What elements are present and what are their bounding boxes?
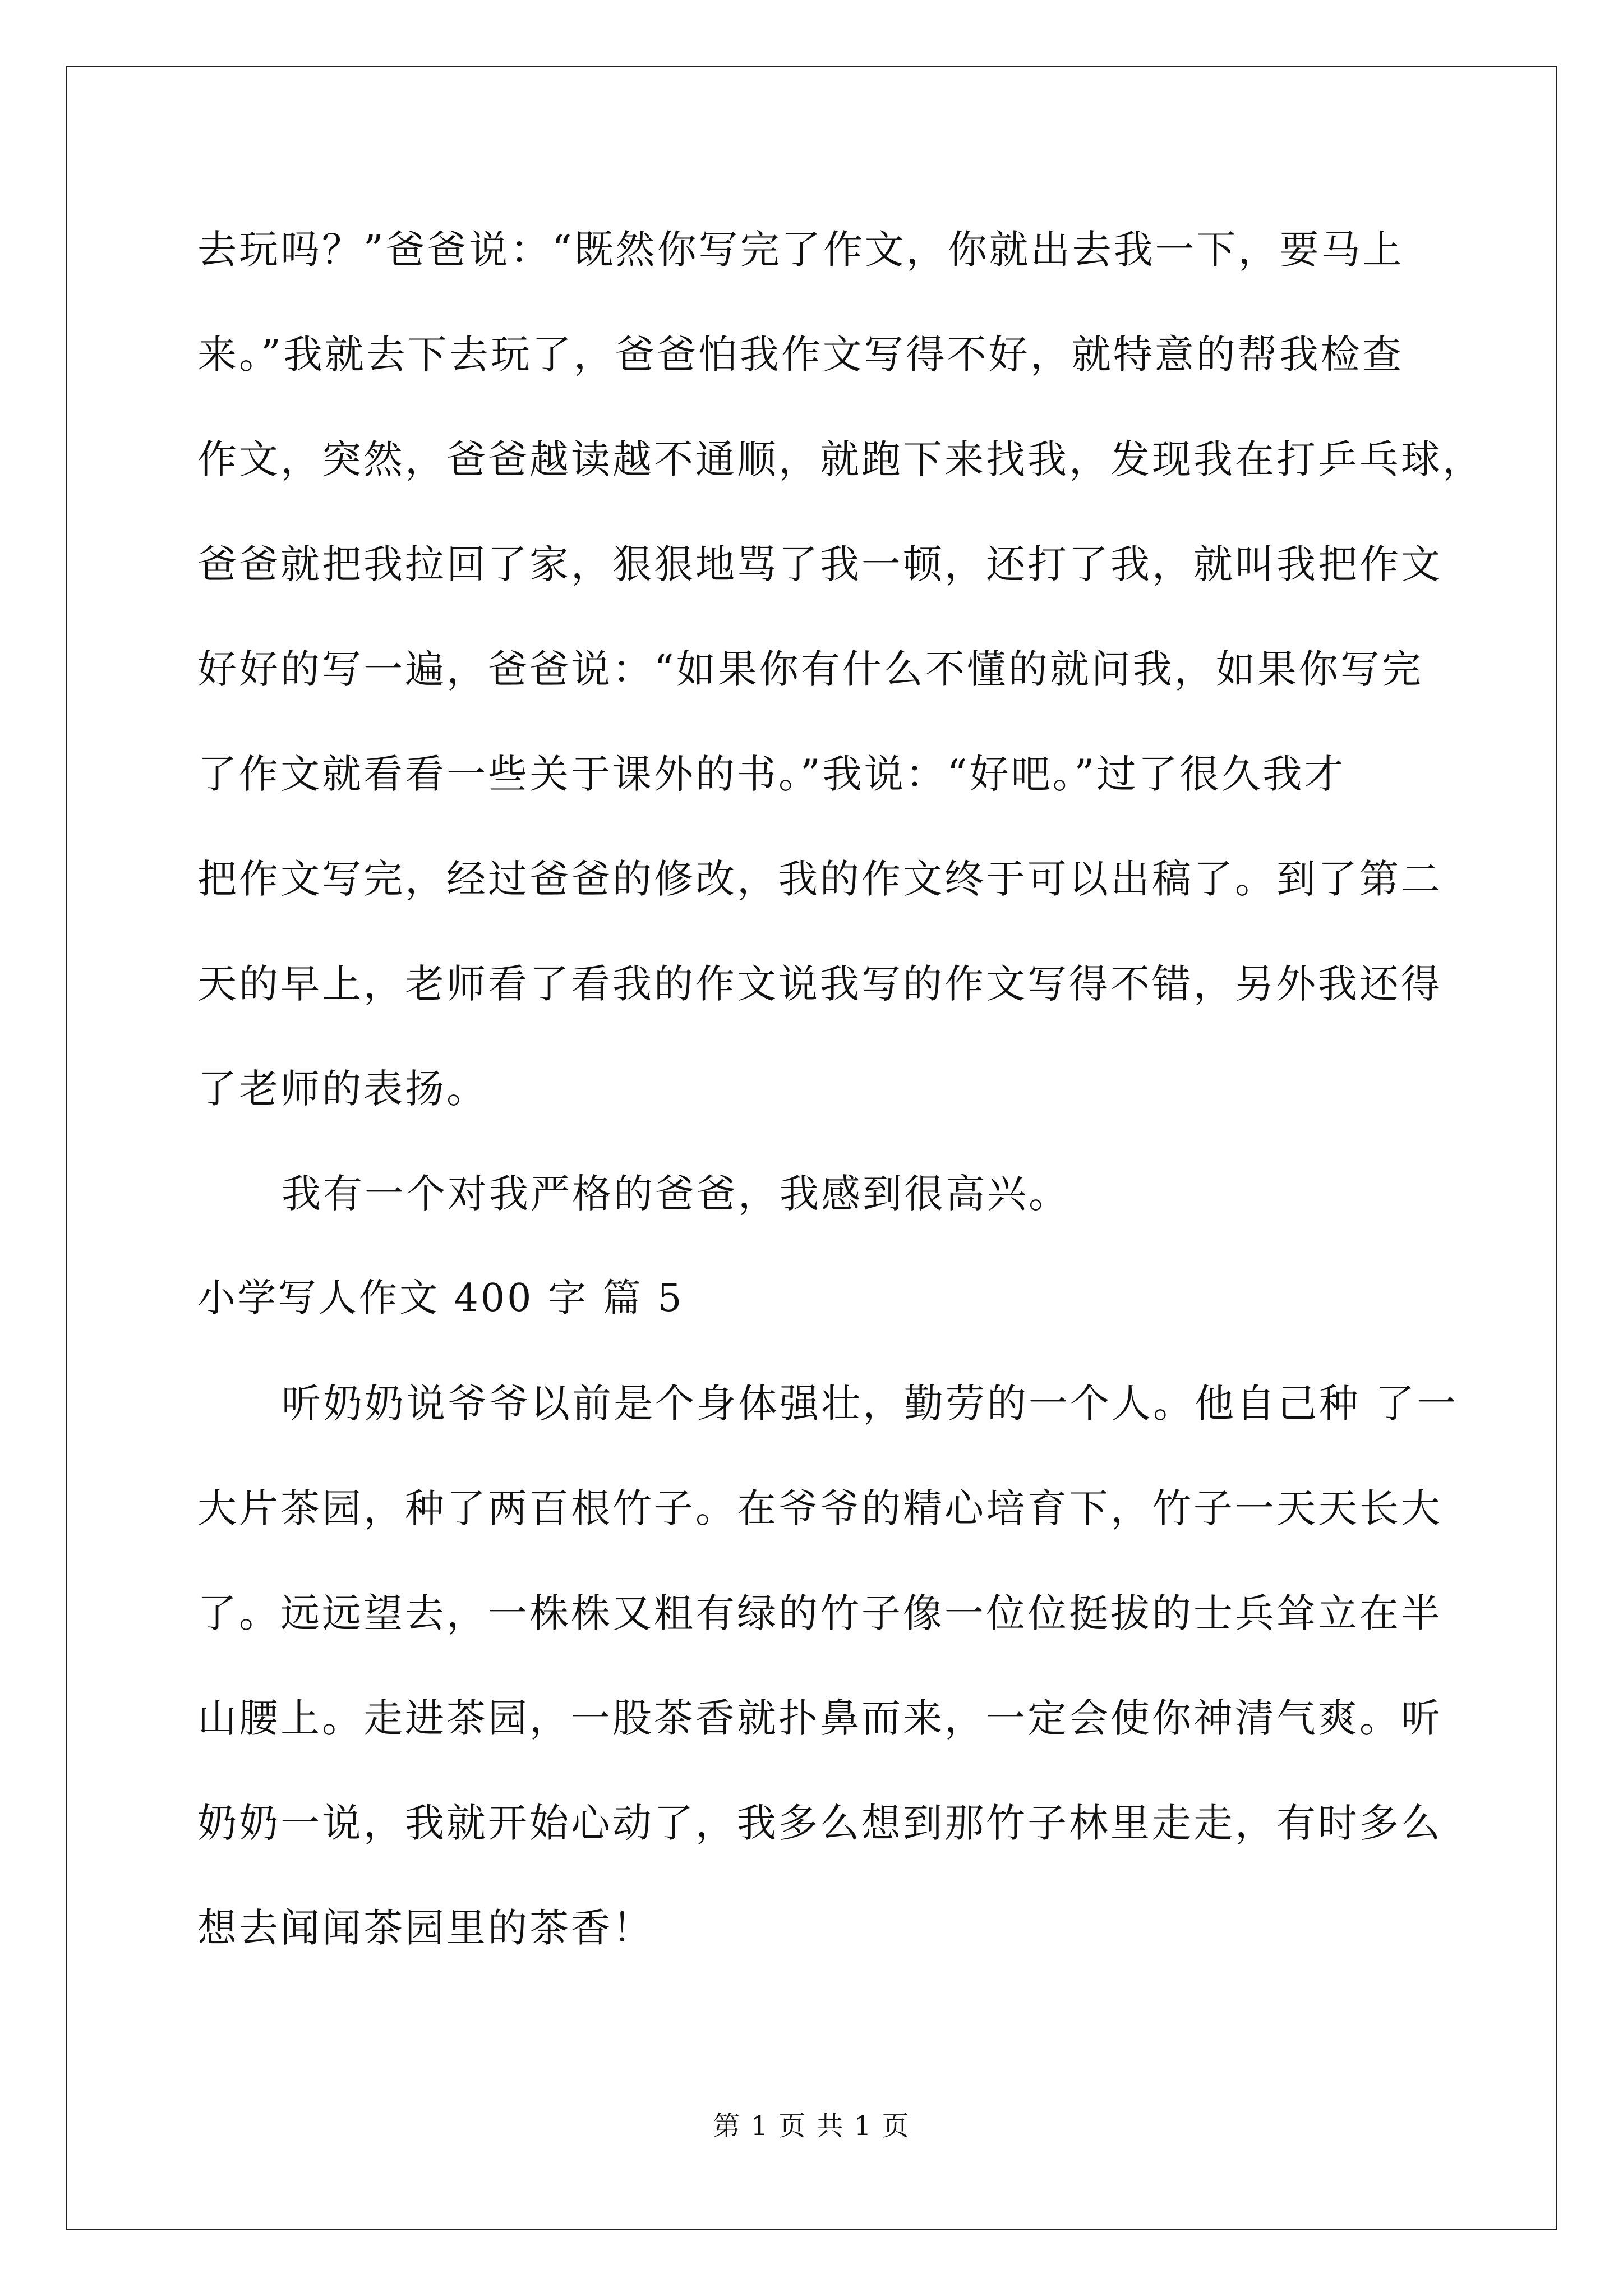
document-body xyxy=(197,210,1484,1994)
text-line: 把作文写完，经过爸爸的修改，我的作文终于可以出稿了。到了第二 xyxy=(197,856,1442,902)
text-line: 去玩吗？”爸爸说：“既然你写完了作文，你就出去我一下，要马上 xyxy=(197,227,1404,273)
page-footer: 第 1 页 共 1 页 xyxy=(713,2110,910,2142)
paragraph-line: 听奶奶说爷爷以前是个身体强壮，勤劳的一个人。他自己种 了一 xyxy=(282,1381,1459,1427)
text-line: 天的早上，老师看了看我的作文说我写的作文写得不错，另外我还得 xyxy=(197,961,1442,1007)
text-line: 奶奶一说，我就开始心动了，我多么想到那竹子林里走走，有时多么 xyxy=(197,1800,1442,1846)
text-line: 了。远远望去，一株株又粗有绿的竹子像一位位挺拔的士兵耸立在半 xyxy=(197,1590,1442,1636)
text-line: 大片茶园，种了两百根竹子。在爷爷的精心培育下，竹子一天天长大 xyxy=(197,1485,1442,1531)
section-heading: 小学写人作文 400 字 篇 5 xyxy=(197,1276,684,1320)
paragraph-line: 我有一个对我严格的爸爸，我感到很高兴。 xyxy=(282,1171,1070,1217)
text-line: 来。”我就去下去玩了，爸爸怕我作文写得不好，就特意的帮我检查 xyxy=(197,332,1404,378)
text-line: 山腰上。走进茶园，一股茶香就扑鼻而来，一定会使你神清气爽。听 xyxy=(197,1695,1442,1741)
text-line: 想去闻闻茶园里的茶香！ xyxy=(197,1905,654,1951)
text-line: 好好的写一遍，爸爸说：“如果你有什么不懂的就问我，如果你写完 xyxy=(197,646,1423,692)
text-line: 爸爸就把我拉回了家，狠狠地骂了我一顿，还打了我，就叫我把作文 xyxy=(197,541,1442,587)
text-line: 了老师的表扬。 xyxy=(197,1066,488,1112)
text-line: 作文，突然，爸爸越读越不通顺，就跑下来找我，发现我在打乒乓球， xyxy=(197,436,1484,482)
text-line: 了作文就看看一些关于课外的书。”我说：“好吧。”过了很久我才 xyxy=(197,751,1346,797)
